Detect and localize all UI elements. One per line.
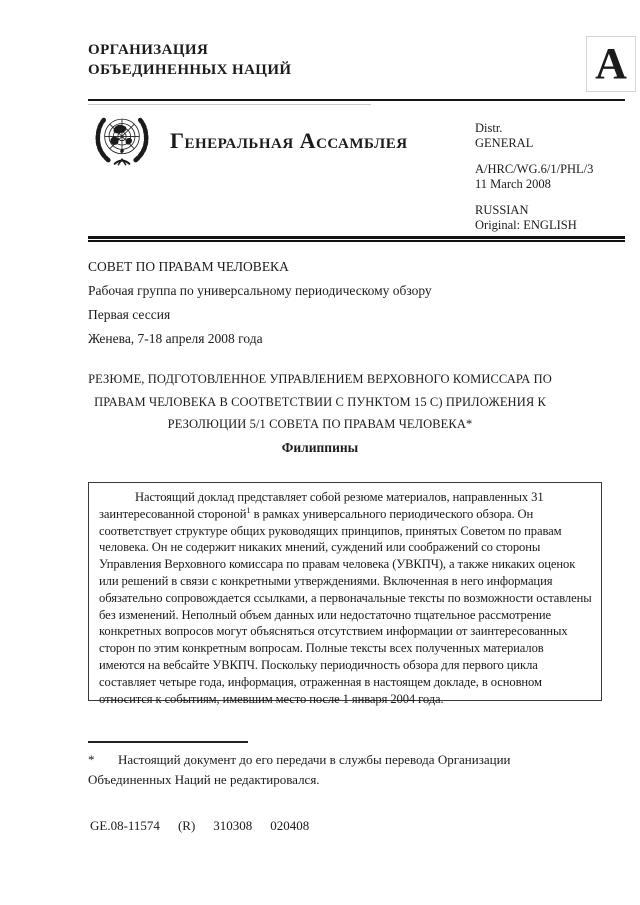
document-date: 11 March 2008 [475,176,551,191]
un-emblem-icon [91,111,153,176]
distr-value: GENERAL [475,135,534,150]
footnote-separator [88,741,248,743]
session-number: Первая сессия [88,307,171,322]
footer-job-line [90,818,327,834]
document-series-letter: A [586,36,636,92]
footnote [88,750,526,790]
organization-name [88,40,292,80]
organization-name-line2: ОБЪЕДИНЕННЫХ НАЦИЙ [88,62,292,78]
country-name: Филиппины [281,440,359,455]
footer-date1: 310308 [213,818,253,833]
document-title-line3: РЕЗОЛЮЦИИ 5/1 СОВЕТА ПО ПРАВАМ ЧЕЛОВЕКА* [167,417,473,431]
footnote-marker: * [88,752,95,767]
header-rule-shadow [88,104,371,105]
document-language: RUSSIAN [475,203,529,217]
council-name: СОВЕТ ПО ПРАВАМ ЧЕЛОВЕКА [88,259,289,274]
document-title-line2: ПРАВАМ ЧЕЛОВЕКА В СООТВЕТСТВИИ С ПУНКТОМ 15 С) ПРИЛОЖЕНИЯ К [94,394,546,409]
header-rule [88,99,625,101]
organization-name-line1: ОРГАНИЗАЦИЯ [88,42,209,58]
document-original-language: Original: ENGLISH [475,217,577,232]
footnote-reference: 1 [246,504,251,515]
session-venue-dates: Женева, 7-18 апреля 2008 года [88,331,263,346]
footer-language-code: (R) [177,818,196,833]
summary-text-part2: в рамках универсального периодического обзора. Он соответствует структуре общих руководящих принципов, принятых Советом по правам человека. Он не содержит никаких мнений, суждений или соображений со стороны Управления Верховного комиссара по правам человека (УВКПЧ), а также никаких оценок или решений в связи с конкретными утверждениями. Включенная в него информация обязательно сопровождается ссылками, а первоначальные тексты по возможности оставлены без изменений. Неполный объем данных или недостаточно тщательное рассмотрение конкретных вопросов могут объясняться отсутствием информации от заинтересованных сторон по этим конкретным вопросам. Полные тексты всех полученных материалов имеются на вебсайте УВКПЧ. Поскольку периодичность обзора для первого цикла составляет четыре года, информация, отраженная в настоящем докладе, в основном относится к событиям, имевшим место после 1 января 2004 года. [99,506,592,706]
distribution-block [475,121,593,232]
footer-date2: 020408 [270,818,310,833]
footnote-text: Настоящий документ до его передачи в службы перевода Организации Объединенных Наций не редактировался. [88,752,511,787]
document-title [0,368,640,436]
summary-paragraph [89,483,601,707]
masthead-divider [88,236,625,242]
assembly-title: Генеральная Ассамблея [170,128,408,153]
footer-job-code: GE.08-11574 [90,818,160,833]
session-block [88,255,432,351]
summary-text-part1: Настоящий доклад представляет собой резюме материалов, направленных 31 заинтересованной стороной [99,490,544,521]
distr-label: Distr. [475,121,503,135]
summary-box [88,482,602,706]
working-group-name: Рабочая группа по универсальному периодическому обзору [88,283,432,298]
document-symbol: A/HRC/WG.6/1/PHL/3 [475,162,594,176]
document-title-line1: РЕЗЮМЕ, ПОДГОТОВЛЕННОЕ УПРАВЛЕНИЕМ ВЕРХОВНОГО КОМИССАРА ПО [88,372,552,386]
